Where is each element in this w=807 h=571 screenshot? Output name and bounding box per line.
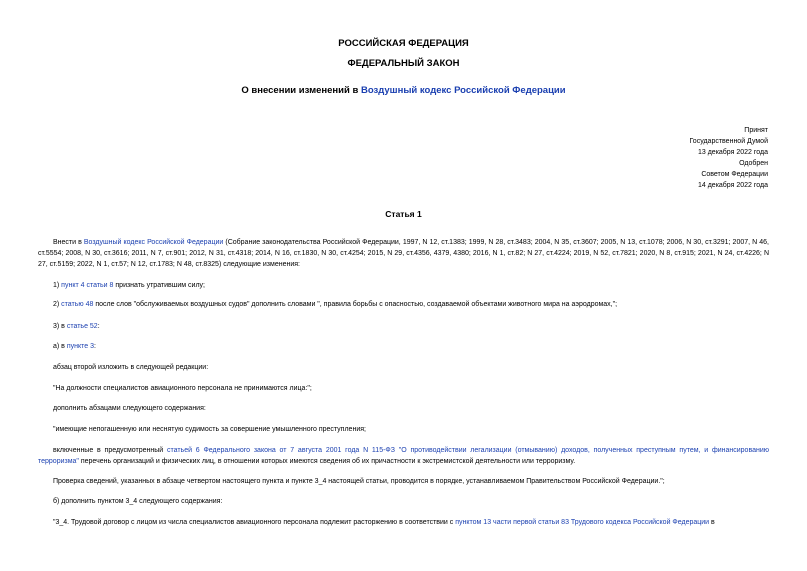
intro-paragraph — [38, 237, 769, 270]
item-3-rest: : — [97, 323, 100, 330]
item-2-link[interactable]: статью 48 — [61, 301, 94, 308]
paragraph-quote-2: "имеющие непогашенную или неснятую судимость за совершение умышленного преступления; — [53, 426, 366, 433]
adoption-block — [689, 125, 768, 191]
paragraph-abzac: абзац второй изложить в следующей редакции: — [53, 364, 209, 371]
item-a-rest: : — [94, 343, 96, 350]
item-1-prefix: 1) — [53, 282, 62, 289]
adoption-line: 14 декабря 2022 года — [697, 182, 768, 189]
item-2-rest: после слов "обслуживаемых воздушных судов" дополнить словами ", правила борьбы с опасностью, создаваемой объектами животного мира на аэродромах,"; — [93, 301, 618, 308]
adoption-line: Принят — [744, 127, 768, 134]
adoption-line: Государственной Думой — [689, 138, 768, 145]
included-law-link[interactable]: статьей 6 Федерального закона от 7 августа 2001 года N 115-ФЗ "О противодействии легализации (отмыванию) доходов, полученных преступным путем, и финансированию терроризма" — [38, 447, 770, 465]
paragraph-included — [38, 445, 769, 467]
item-3-link[interactable]: статье 52 — [66, 323, 98, 330]
article-title: Статья 1 — [385, 209, 422, 219]
last-rest: в — [709, 519, 715, 526]
labor-code-link[interactable]: пунктом 13 части первой статьи 83 Трудового кодекса Российской Федерации — [455, 519, 710, 526]
adoption-line: 13 декабря 2022 года — [697, 149, 768, 156]
included-rest: перечень организаций и физических лиц, в отношении которых имеются сведения об их причастности к экстремистской деятельности или терроризму. — [78, 458, 576, 465]
paragraph-dopoln: дополнить абзацами следующего содержания: — [53, 405, 206, 412]
included-prefix: включенные в предусмотренный — [53, 447, 167, 454]
item-3-prefix: 3) в — [53, 323, 67, 330]
intro-rest: (Собрание законодательства Российской Федерации, 1997, N 12, ст.1383; 1999, N 28, ст.3483; 2004, N 35, ст.3607; 2005, N 13, ст.1078; 2006, N 30, ст.3291; 2007, N 46, ст.5554; 2008, N 30, ст.3616; 2011, N 7, ст.901; 2012, N 31, ст.4318; 2014, N 16, ст.1830, N 30, ст.4254; 2015, N 29, ст.4356, 4379, 4380; 2016, N 1, ст.82; N 27, ст.4224; 2019, N 52, ст.7821; 2020, N 8, ст.915; 2021, N 24, ст.4226; N 27, ст.5159; 2022, N 1, ст.57; N 12, ст.1783; N 48, ст.8325) следующие изменения: — [38, 239, 769, 268]
paragraph-b: б) дополнить пунктом 3_4 следующего содержания: — [53, 498, 223, 505]
last-prefix: "3_4. Трудовой договор с лицом из числа специалистов авиационного персонала подлежит расторжению в соответствии с — [53, 519, 456, 526]
item-a — [38, 341, 769, 352]
law-title-link[interactable]: Воздушный кодекс Российской Федерации — [360, 85, 566, 96]
doc-type-heading: ФЕДЕРАЛЬНЫЙ ЗАКОН — [347, 58, 460, 69]
item-1-link[interactable]: пункт 4 статьи 8 — [61, 282, 114, 289]
country-heading: РОССИЙСКАЯ ФЕДЕРАЦИЯ — [338, 38, 469, 49]
item-1-rest: признать утратившим силу; — [113, 282, 205, 289]
item-2 — [38, 299, 769, 310]
item-3 — [38, 321, 769, 332]
item-2-prefix: 2) — [53, 301, 62, 308]
adoption-line: Советом Федерации — [701, 171, 768, 178]
item-a-prefix: а) в — [53, 343, 67, 350]
paragraph-quote-1: "На должности специалистов авиационного персонала не принимаются лица:"; — [53, 385, 312, 392]
law-title-prefix: О внесении изменений в — [241, 85, 361, 96]
paragraph-check: Проверка сведений, указанных в абзаце четвертом настоящего пункта и пункте 3_4 настоящей статьи, проводится в порядке, устанавливаемом Правительством Российской Федерации."; — [53, 478, 665, 485]
item-1 — [38, 280, 769, 291]
intro-code-link[interactable]: Воздушный кодекс Российской Федерации — [83, 239, 224, 246]
item-a-link[interactable]: пункте 3 — [66, 343, 94, 350]
paragraph-last — [38, 517, 769, 528]
adoption-line: Одобрен — [739, 160, 768, 167]
law-title — [0, 85, 807, 96]
intro-prefix: Внести в — [53, 239, 84, 246]
